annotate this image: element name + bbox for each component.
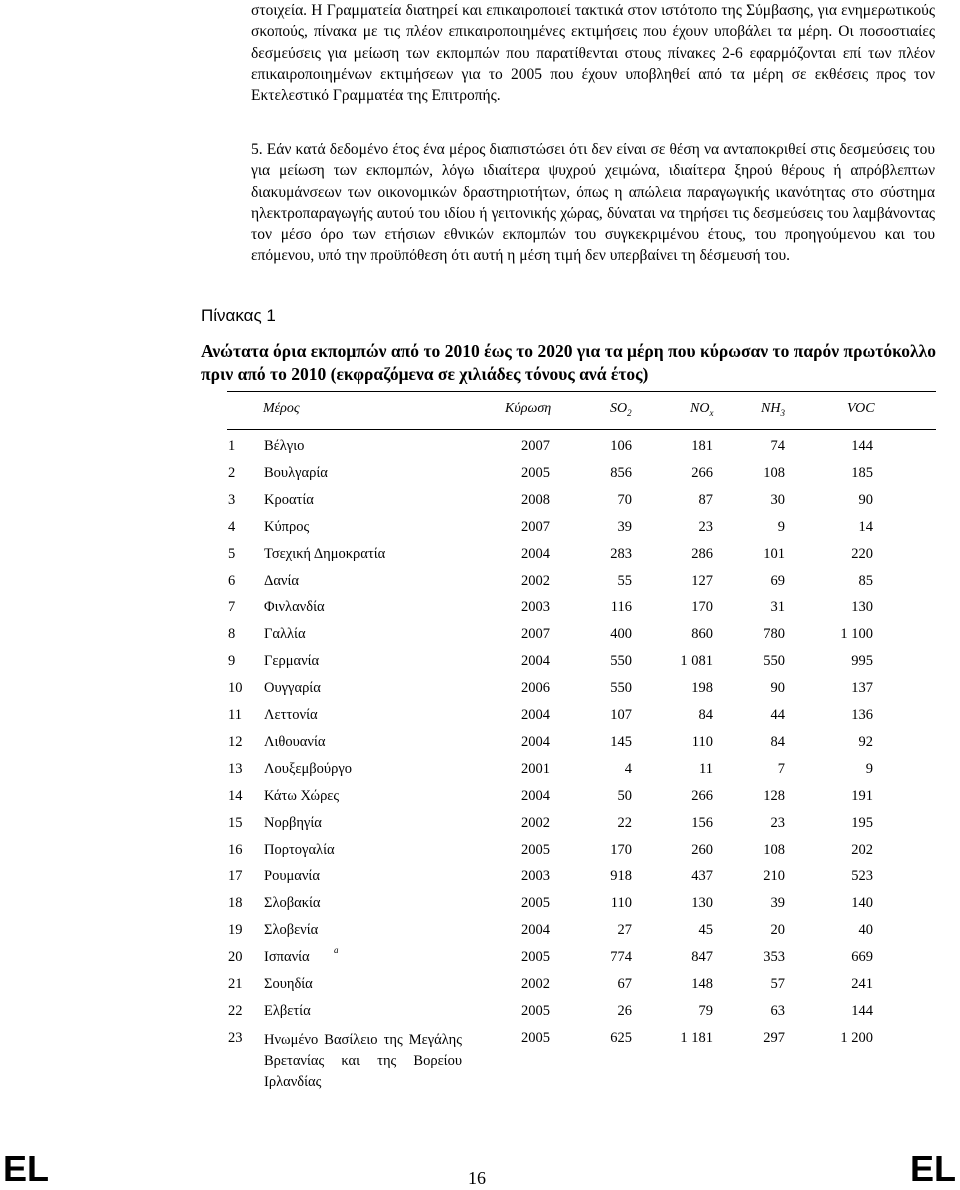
ratification-year: 2004 [521,733,550,750]
nox-value: 266 [691,464,713,481]
header-nox: $NO_x$ [690,401,714,418]
ratification-year: 2007 [521,438,550,454]
table-row [0,626,960,653]
nox-value: 130 [691,895,713,912]
row-number: 4 [228,518,236,535]
table-row [0,761,960,788]
row-number: 5 [228,545,236,562]
voc-value: 14 [858,518,873,535]
ratification-year: 2001 [521,760,550,777]
party-name: Σλοβακία [264,895,321,912]
so2-value: 550 [610,680,632,697]
row-number: 21 [228,976,243,992]
table-row [0,653,960,680]
row-number: 9 [228,653,236,670]
table-row [0,1003,960,1030]
ratification-year: 2004 [521,653,550,670]
party-name: Ισπανία [264,949,310,966]
table-row [0,546,960,573]
table-row [0,734,960,761]
so2-value: 55 [617,572,632,589]
ratification-year: 2002 [521,814,550,831]
footer-language-left: EL [3,1148,50,1189]
header-party: Μέρος [263,401,300,416]
nh3-value: 23 [770,814,785,831]
so2-value: 27 [617,922,632,939]
table-row [0,492,960,519]
table-row [0,707,960,734]
row-number: 18 [228,895,243,912]
voc-value: 85 [858,572,873,589]
party-name: Κροατία [264,491,314,508]
row-number: 1 [228,438,236,454]
nox-value: 860 [691,626,713,643]
nox-value: 23 [698,518,713,535]
ratification-year: 2002 [521,976,550,992]
ratification-year: 2005 [521,841,550,858]
nh3-value: 210 [763,868,785,885]
party-name: Ηνωμένο Βασίλειο της Μεγάλης Βρετανίας και της Βορείου Ιρλανδίας [264,1031,462,1090]
party-name: Νορβηγία [264,814,322,831]
party-name: Λιθουανία [264,733,326,750]
nh3-value: 90 [770,680,785,697]
table-row [0,438,960,465]
nh3-value: 9 [777,518,785,535]
ratification-year: 2004 [521,707,550,723]
nox-value: 148 [691,976,713,992]
nh3-value: 57 [770,976,785,992]
table-row [0,922,960,949]
row-number: 12 [228,733,243,750]
so2-value: 110 [610,895,632,912]
table-row [0,945,960,976]
row-number: 20 [228,949,243,966]
voc-value: 1 100 [840,626,873,643]
ratification-year: 2006 [521,680,550,697]
row-number: 11 [228,707,242,723]
party-name: Κύπρος [264,518,310,535]
so2-value: 70 [617,491,632,508]
table-row [0,788,960,815]
nh3-value: 69 [770,572,785,589]
ratification-year: 2005 [521,1029,550,1046]
so2-value: 107 [610,707,632,723]
voc-value: 1 200 [840,1029,873,1046]
nox-value: 1 081 [680,653,713,670]
so2-value: 918 [610,868,632,885]
voc-value: 137 [851,680,873,697]
nh3-value: 297 [763,1029,785,1046]
nh3-value: 84 [770,733,785,750]
nox-value: 437 [691,868,713,885]
so2-value: 170 [610,841,632,858]
ratification-year: 2004 [521,787,550,804]
nox-value: 110 [691,733,713,750]
table-row [0,465,960,492]
so2-value: 26 [617,1002,632,1019]
party-name: Τσεχική Δημοκρατία [264,545,386,562]
nox-value: 181 [691,438,713,454]
voc-value: 130 [851,599,873,616]
header-so2: $SO_2$ [610,401,632,418]
ratification-year: 2003 [521,868,550,885]
so2-value: 550 [610,653,632,670]
party-name: Γαλλία [264,626,306,643]
row-number: 6 [228,572,236,589]
nh3-value: 20 [770,922,785,939]
so2-value: 400 [610,626,632,643]
nh3-value: 780 [763,626,785,643]
nh3-value: 30 [770,491,785,508]
so2-value: 116 [610,599,632,616]
nh3-value: 353 [763,949,785,966]
voc-value: 669 [851,949,873,966]
nh3-value: 31 [770,599,785,616]
row-number: 10 [228,680,243,697]
table-row [0,895,960,922]
ratification-year: 2003 [521,599,550,616]
so2-value: 22 [617,814,632,831]
row-number: 3 [228,491,236,508]
nox-value: 847 [691,949,713,966]
so2-value: 67 [617,976,632,992]
voc-value: 144 [851,1002,873,1019]
voc-value: 220 [851,545,873,562]
nox-value: 156 [691,814,713,831]
header-nh3: $NH_3$ [761,401,785,418]
voc-value: 523 [851,868,873,885]
table-label: Πίνακας 1 [201,306,276,325]
table-row [0,815,960,842]
voc-value: 140 [851,895,873,912]
header-voc: VOC [847,401,875,416]
row-number: 8 [228,626,236,643]
party-name: Δανία [264,572,299,589]
row-number: 7 [228,599,236,616]
nox-value: 127 [691,572,713,589]
so2-value: 4 [624,760,632,777]
party-name: Λουξεμβούργο [264,760,352,777]
voc-value: 40 [858,922,873,939]
voc-value: 185 [851,464,873,481]
row-number: 19 [228,922,243,939]
so2-value: 50 [617,787,632,804]
so2-value: 106 [610,438,632,454]
party-name: Λεττονία [264,707,318,723]
voc-value: 241 [851,976,873,992]
row-number: 2 [228,464,236,481]
ratification-year: 2005 [521,464,550,481]
so2-value: 625 [610,1029,632,1046]
table-title: Ανώτατα όρια εκπομπών από το 2010 έως το 2020 για τα μέρη που κύρωσαν το παρόν πρωτόκολλο πριν από το 2010 (εκφραζόμενα σε χιλιάδες τόνους ανά έτος) [201,341,936,384]
voc-value: 92 [858,733,873,750]
ratification-year: 2007 [521,626,550,643]
table-row [0,599,960,626]
so2-value: 856 [610,464,632,481]
ratification-year: 2005 [521,949,550,966]
paragraph-5: 5. Εάν κατά δεδομένο έτος ένα μέρος διαπιστώσει ότι δεν είναι σε θέση να ανταποκριθεί στις δεσμεύσεις του για μείωση των εκπομπών, λόγω ιδιαίτερα ψυχρού χειμώνα, ιδιαίτερα ξηρού θέρους ή απρόβλεπτων διακυμάνσεων των οικονομικών δραστηριοτήτων, όπως η απώλεια παραγωγικής ικανότητας στο σύστημα ηλεκτροπαραγωγής αυτού του ιδίου ή γειτονικής χώρας, δύναται να τηρήσει τις δεσμεύσεις του λαμβάνοντας τον μέσο όρο των ετήσιων εθνικών εκπομπών του συγκεκριμένου έτους, του προηγούμενου και του επόμενου, υπό την προϋπόθεση ότι αυτή η μέση τιμή δεν υπερβαίνει τη δέσμευσή του. [251,141,935,265]
nox-value: 170 [691,599,713,616]
voc-value: 9 [865,760,873,777]
table-row [0,842,960,869]
nox-value: 79 [698,1002,713,1019]
nox-value: 11 [699,760,713,777]
table-header-row [227,391,936,430]
so2-value: 39 [617,518,632,535]
nox-value: 84 [698,707,713,723]
nh3-value: 108 [763,464,785,481]
row-number: 13 [228,760,243,777]
nox-value: 87 [698,491,713,508]
ratification-year: 2007 [521,518,550,535]
footer-language-right: EL [909,1148,956,1189]
so2-value: 145 [610,733,632,750]
nox-value: 198 [691,680,713,697]
nh3-value: 128 [763,787,785,804]
party-name: Πορτογαλία [264,841,335,858]
row-number: 14 [228,787,243,804]
party-name: Κάτω Χώρες [264,787,340,804]
voc-value: 195 [851,814,873,831]
ratification-year: 2004 [521,922,550,939]
row-number: 15 [228,814,243,831]
nox-value: 1 181 [680,1029,713,1046]
row-number: 16 [228,841,243,858]
voc-value: 144 [851,438,873,454]
nox-value: 45 [698,922,713,939]
table-row [0,868,960,895]
nh3-value: 7 [777,760,785,777]
party-name: Σουηδία [264,976,313,992]
table-row [0,1029,960,1090]
nox-value: 260 [691,841,713,858]
party-name: Ουγγαρία [264,680,321,697]
row-number: 23 [228,1029,243,1046]
nh3-value: 74 [770,438,785,454]
nh3-value: 550 [763,653,785,670]
ratification-year: 2004 [521,545,550,562]
party-name: Βέλγιο [264,438,305,454]
nh3-value: 101 [763,545,785,562]
ratification-year: 2008 [521,491,550,508]
nox-value: 286 [691,545,713,562]
table-row [0,680,960,707]
nh3-value: 108 [763,841,785,858]
table-row [0,519,960,546]
ratification-year: 2002 [521,572,550,589]
so2-value: 774 [610,949,632,966]
footnote-marker: a [334,945,339,956]
party-name: Ελβετία [264,1002,311,1019]
ratification-year: 2005 [521,895,550,912]
nh3-value: 39 [770,895,785,912]
party-name: Βουλγαρία [264,464,328,481]
row-number: 17 [228,868,243,885]
so2-value: 283 [610,545,632,562]
table-row [0,976,960,1003]
voc-value: 136 [851,707,873,723]
voc-value: 995 [851,653,873,670]
nh3-value: 44 [770,707,785,723]
ratification-year: 2005 [521,1002,550,1019]
nox-value: 266 [691,787,713,804]
page-number: 16 [468,1168,486,1188]
nh3-value: 63 [770,1002,785,1019]
voc-value: 202 [851,841,873,858]
party-name: Σλοβενία [264,922,319,939]
header-ratification: Κύρωση [505,401,552,416]
table-row [0,573,960,600]
party-name: Γερμανία [264,653,320,670]
party-name: Φινλανδία [264,599,325,616]
row-number: 22 [228,1002,243,1019]
voc-value: 191 [851,787,873,804]
paragraph-continued: στοιχεία. Η Γραμματεία διατηρεί και επικαιροποιεί τακτικά στον ιστότοπο της Σύμβασης, για ενημερωτικούς σκοπούς, πίνακα με τις πλέον επικαιροποιημένες εκτιμήσεις που έχουν υποβάλει τα μέρη. Οι ποσοστιαίες δεσμεύσεις για μείωση των εκπομπών που παρατίθενται στους πίνακες 2-6 εφαρμόζονται επί των πλέον επικαιροποιημένων εκτιμήσεων για το 2005 που έχουν υποβληθεί από τα μέρη σε εκθέσεις προς τον Εκτελεστικό Γραμματέα της Επιτροπής. [251,2,935,105]
party-name: Ρουμανία [264,868,320,885]
voc-value: 90 [858,491,873,508]
